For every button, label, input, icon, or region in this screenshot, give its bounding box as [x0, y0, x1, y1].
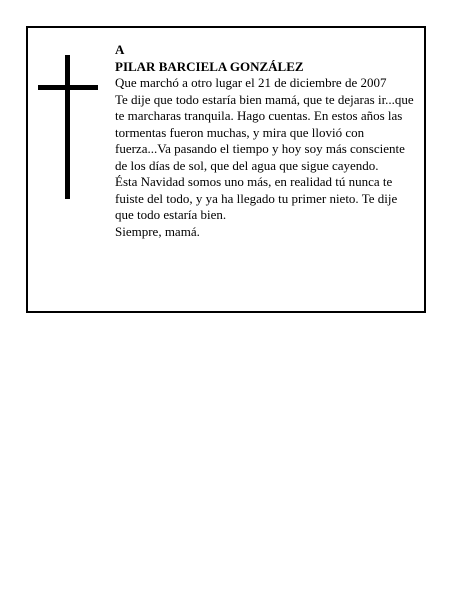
cross-horizontal-bar — [38, 85, 98, 90]
obituary-notice — [26, 26, 426, 313]
cross-icon — [38, 55, 98, 199]
deceased-name: PILAR BARCIELA GONZÁLEZ — [115, 58, 304, 74]
closing-line: Siempre, mamá. — [115, 223, 200, 239]
cross-vertical-bar — [65, 55, 70, 199]
salutation: A — [115, 42, 125, 57]
message-paragraph-2: Ésta Navidad somos uno más, en realidad tú nunca te fuiste del todo, y ya ha llegado tu primer nieto. Te dije que todo estaría bien. — [115, 174, 398, 222]
notice-text — [115, 42, 415, 240]
message-paragraph-1: Te dije que todo estaría bien mamá, que te dejaras ir...que te marcharas tranquila. Hago cuentas. En estos años las tormentas fueron muchas, y mira que llovió con fuerza...Va pasando el tiempo y hoy soy más consciente de los días de sol, que del agua que sigue cayendo. — [115, 91, 414, 173]
date-line: Que marchó a otro lugar el 21 de diciembre de 2007 — [115, 75, 387, 90]
